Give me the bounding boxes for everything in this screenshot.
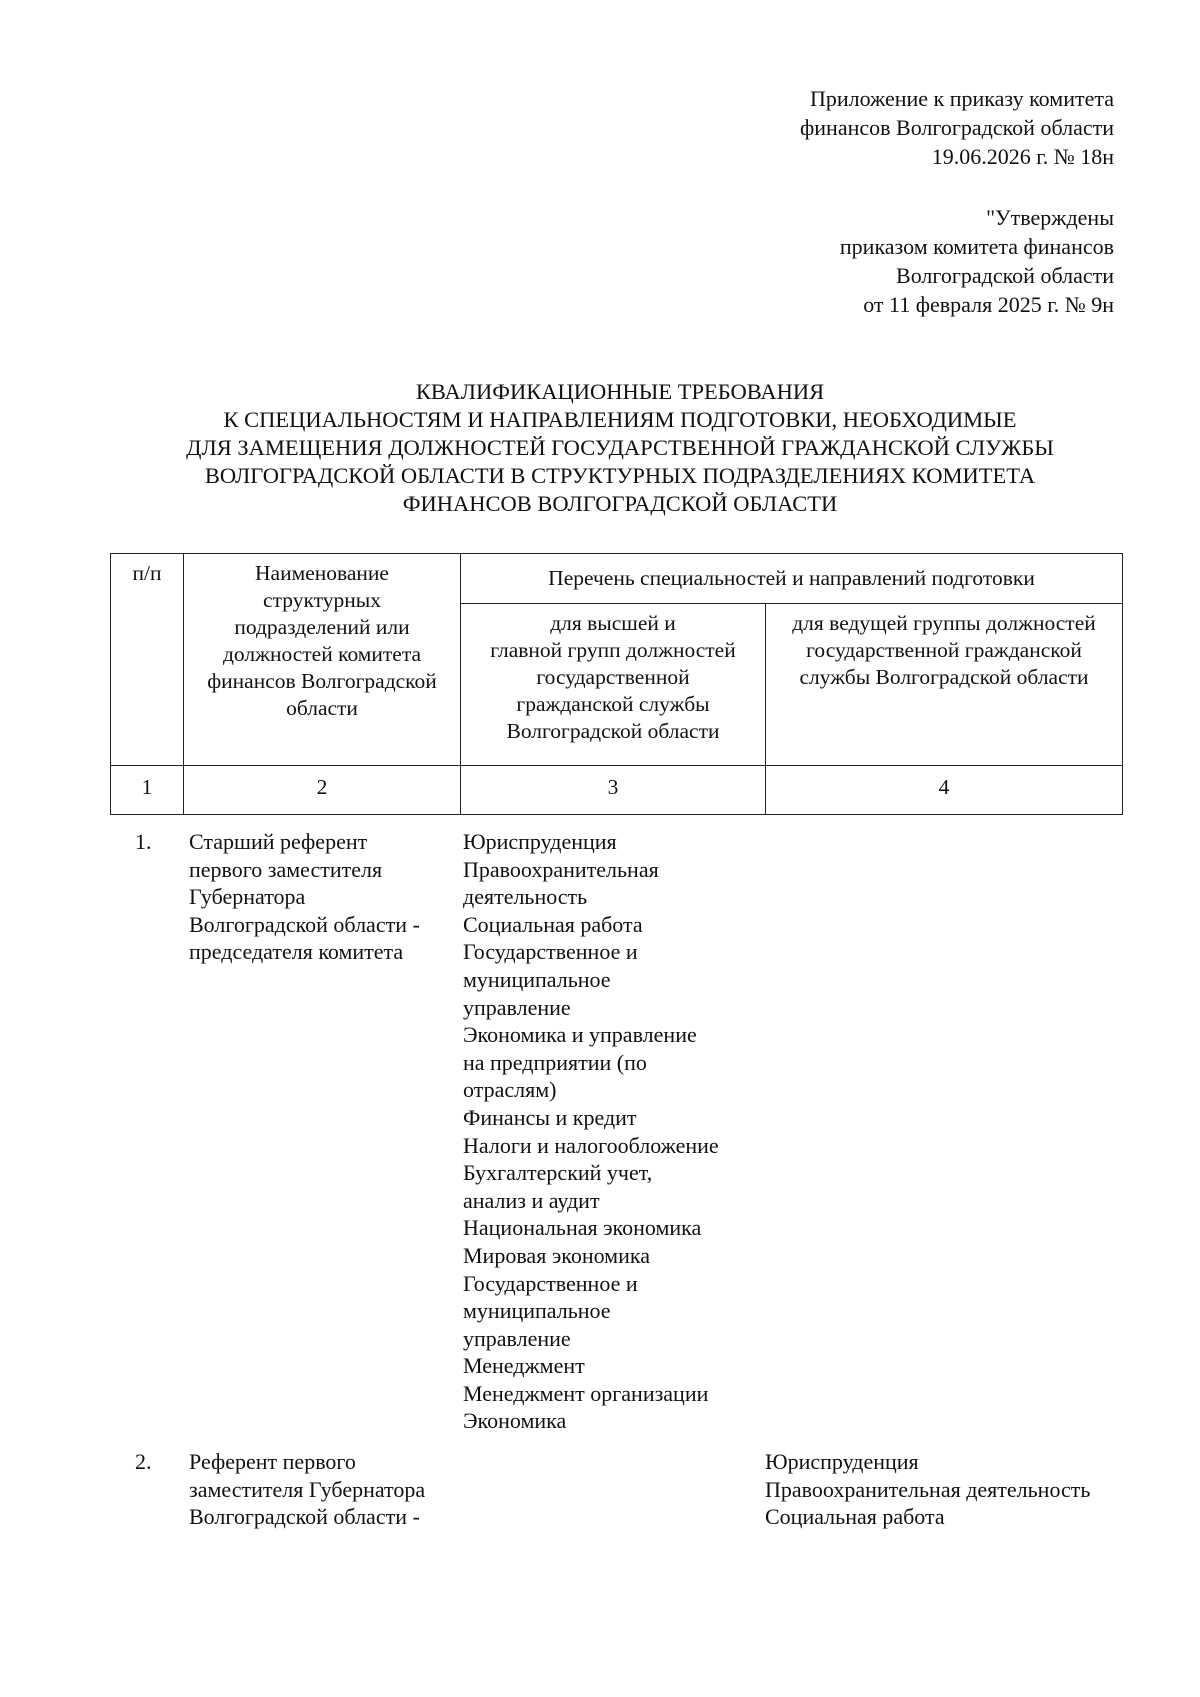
header-line: гражданской службы [516, 692, 710, 716]
row-number: 2. [135, 1449, 152, 1474]
specialty-item: Государственное и [463, 939, 638, 965]
col-header-high-group [461, 604, 766, 766]
position-line: заместителя Губернатора [189, 1476, 426, 1502]
approved-line: приказом комитета финансов [839, 234, 1114, 259]
group-header-specialties [461, 554, 1123, 604]
specialty-item: Юриспруденция [765, 1449, 919, 1474]
header-line: должностей комитета [222, 642, 422, 666]
specialty-item: Налоги и налогообложение [463, 1132, 719, 1158]
header-line: службы Волгоградской области [799, 665, 1089, 689]
specialty-item: муниципальное [463, 1298, 611, 1324]
specialty-item: анализ и аудит [463, 1187, 600, 1213]
header-line: структурных [263, 588, 381, 612]
header-line: для ведущей группы должностей [792, 611, 1096, 635]
title-line: ФИНАНСОВ ВОЛГОГРАДСКОЙ ОБЛАСТИ [402, 491, 838, 516]
specialty-item: Бухгалтерский учет, [463, 1160, 653, 1186]
specialty-item: Социальная работа [463, 911, 643, 937]
specialty-item: Финансы и кредит [463, 1104, 637, 1130]
header-line: Волгоградской области [506, 719, 720, 743]
specialty-item: Правоохранительная [463, 856, 659, 882]
specialty-item: на предприятии (по [463, 1049, 647, 1075]
row-position [189, 1448, 425, 1531]
position-line: Волгоградской области - [189, 911, 420, 937]
specialty-item: Социальная работа [765, 1504, 945, 1530]
position-line: Референт первого [189, 1449, 356, 1474]
approval-stamp-text [840, 203, 1114, 319]
position-line: Старший референт [189, 829, 368, 854]
specialty-item: Менеджмент [463, 1353, 585, 1379]
specialty-item: Экономика и управление [463, 1022, 697, 1048]
column-number-1: 1 [111, 766, 184, 815]
position-line: Губернатора [189, 884, 306, 910]
row-position [189, 828, 420, 966]
specialty-item: муниципальное [463, 966, 611, 992]
title-line: ВОЛГОГРАДСКОЙ ОБЛАСТИ В СТРУКТУРНЫХ ПОДРАЗДЕЛЕНИЯХ КОМИТЕТА [204, 463, 1036, 488]
header-line: финансов Волгоградской [207, 669, 437, 693]
column-number-3: 3 [461, 766, 766, 815]
specialty-item: Менеджмент организации [463, 1380, 709, 1406]
header-line: главной групп должностей [490, 638, 736, 662]
specialty-item: Экономика [463, 1408, 567, 1434]
column-number-4: 4 [766, 766, 1123, 815]
col-header-lead-group [766, 604, 1123, 766]
col-header-position [184, 554, 461, 766]
row-number: 1. [135, 829, 152, 854]
row-lead-group-specialties [765, 1448, 1090, 1531]
col-header-number-label: п/п [132, 561, 162, 585]
column-number-2: 2 [184, 766, 461, 815]
position-line: первого заместителя [189, 856, 383, 882]
col-header-number [111, 554, 184, 766]
specialty-item: деятельность [463, 884, 588, 910]
appendix-line: финансов Волгоградской области [800, 115, 1114, 140]
position-line: Волгоградской области - [189, 1504, 420, 1530]
header-line: государственной [536, 665, 690, 689]
row-high-group-specialties [463, 828, 719, 1435]
requirements-table-header [110, 553, 1123, 815]
approved-line: Волгоградской области [896, 263, 1114, 288]
group-header-label: Перечень специальностей и направлений подготовки [548, 566, 1035, 590]
header-line: для высшей и [550, 611, 676, 635]
title-line: К СПЕЦИАЛЬНОСТЯМ И НАПРАВЛЕНИЯМ ПОДГОТОВКИ, НЕОБХОДИМЫЕ [223, 407, 1017, 432]
specialty-item: Правоохранительная деятельность [765, 1476, 1091, 1502]
header-line: области [286, 696, 358, 720]
specialty-item: управление [463, 994, 571, 1020]
specialty-item: Национальная экономика [463, 1215, 702, 1241]
approved-line: от 11 февраля 2025 г. № 9н [863, 292, 1114, 317]
specialty-item: Юриспруденция [463, 829, 617, 854]
appendix-line: 19.06.2026 г. № 18н [931, 144, 1114, 169]
specialty-item: Государственное и [463, 1270, 638, 1296]
header-line: государственной гражданской [806, 638, 1082, 662]
title-line: ДЛЯ ЗАМЕЩЕНИЯ ДОЛЖНОСТЕЙ ГОСУДАРСТВЕННОЙ ГРАЖДАНСКОЙ СЛУЖБЫ [186, 435, 1054, 460]
appendix-reference [800, 84, 1114, 171]
specialty-item: управление [463, 1325, 571, 1351]
approved-line: "Утверждены [986, 205, 1114, 230]
header-line: Наименование [255, 561, 389, 585]
specialty-item: отраслям) [463, 1077, 557, 1103]
header-line: подразделений или [234, 615, 410, 639]
title-line: КВАЛИФИКАЦИОННЫЕ ТРЕБОВАНИЯ [415, 379, 825, 404]
position-line: председателя комитета [189, 939, 404, 965]
document-title [0, 378, 1200, 518]
specialty-item: Мировая экономика [463, 1242, 650, 1268]
appendix-line: Приложение к приказу комитета [809, 86, 1114, 111]
